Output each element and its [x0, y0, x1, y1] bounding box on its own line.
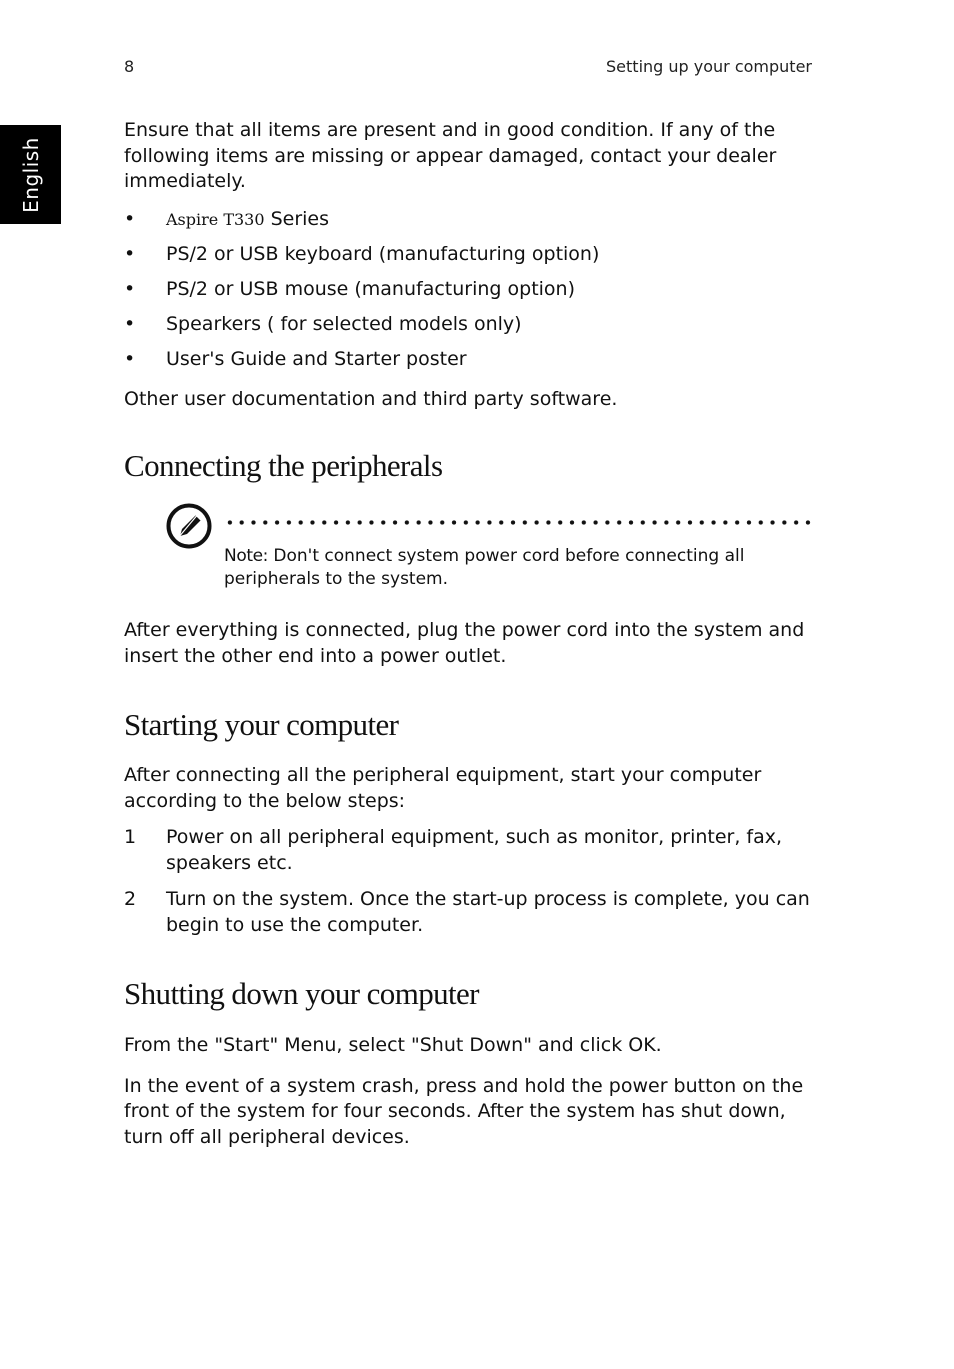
section-heading-starting: Starting your computer: [124, 707, 399, 742]
step-number: 2: [124, 888, 137, 910]
section-heading-shutting: Shutting down your computer: [124, 976, 479, 1011]
starting-paragraph: After connecting all the peripheral equipment, start your computer according to the below steps:: [124, 764, 762, 812]
shutting-section: [124, 1033, 814, 1150]
items-list: [124, 207, 814, 373]
page-number: 8: [124, 57, 135, 76]
intro-footer: Other user documentation and third party software.: [124, 388, 618, 410]
list-item-text: Series: [264, 207, 330, 230]
list-item: [124, 312, 814, 338]
intro-paragraph: Ensure that all items are present and in good condition. If any of the following items are missing or appear damaged, contact your dealer immediately.: [124, 119, 777, 192]
starting-section: [124, 763, 814, 938]
list-item: [124, 825, 814, 876]
step-number: 1: [124, 826, 137, 848]
bullet-glyph: •: [124, 347, 136, 370]
list-item: [124, 207, 814, 233]
list-item: [124, 887, 814, 938]
language-tab: [0, 125, 61, 224]
intro-section: [124, 118, 814, 413]
shutting-paragraph-1: From the "Start" Menu, select "Shut Down" and click OK.: [124, 1034, 662, 1056]
bullet-glyph: •: [124, 277, 136, 300]
note-box: [224, 545, 804, 591]
note-label: Note:: [224, 546, 268, 566]
bullet-glyph: •: [124, 312, 136, 335]
list-item: [124, 347, 814, 373]
bullet-glyph: •: [124, 242, 136, 265]
note-icon: [166, 503, 212, 549]
language-tab-label: English: [18, 136, 43, 213]
shutting-paragraph-2: In the event of a system crash, press and hold the power button on the front of the system for four seconds. After the system has shut down, turn off all peripheral devices.: [124, 1074, 804, 1148]
note-text: Don't connect system power cord before connecting all peripherals to the system.: [224, 546, 745, 589]
list-item-text: Spearkers ( for selected models only): [166, 312, 522, 335]
note-divider: [224, 520, 812, 525]
model-name: Aspire T330: [166, 209, 265, 229]
list-item-text: User's Guide and Starter poster: [166, 347, 467, 370]
connecting-paragraph: After everything is connected, plug the power cord into the system and insert the other end into a power outlet.: [124, 619, 805, 667]
step-text: Power on all peripheral equipment, such as monitor, printer, fax, speakers etc.: [166, 826, 783, 874]
steps-list: [124, 825, 814, 938]
step-text: Turn on the system. Once the start-up process is complete, you can begin to use the computer.: [166, 888, 810, 936]
list-item-text: PS/2 or USB mouse (manufacturing option): [166, 277, 576, 300]
list-item: [124, 242, 814, 268]
bullet-glyph: •: [124, 207, 136, 230]
list-item-text: PS/2 or USB keyboard (manufacturing option): [166, 242, 600, 265]
list-item: [124, 277, 814, 303]
running-title: Setting up your computer: [606, 57, 812, 76]
connecting-section: [124, 618, 814, 669]
section-heading-connecting: Connecting the peripherals: [124, 448, 443, 483]
